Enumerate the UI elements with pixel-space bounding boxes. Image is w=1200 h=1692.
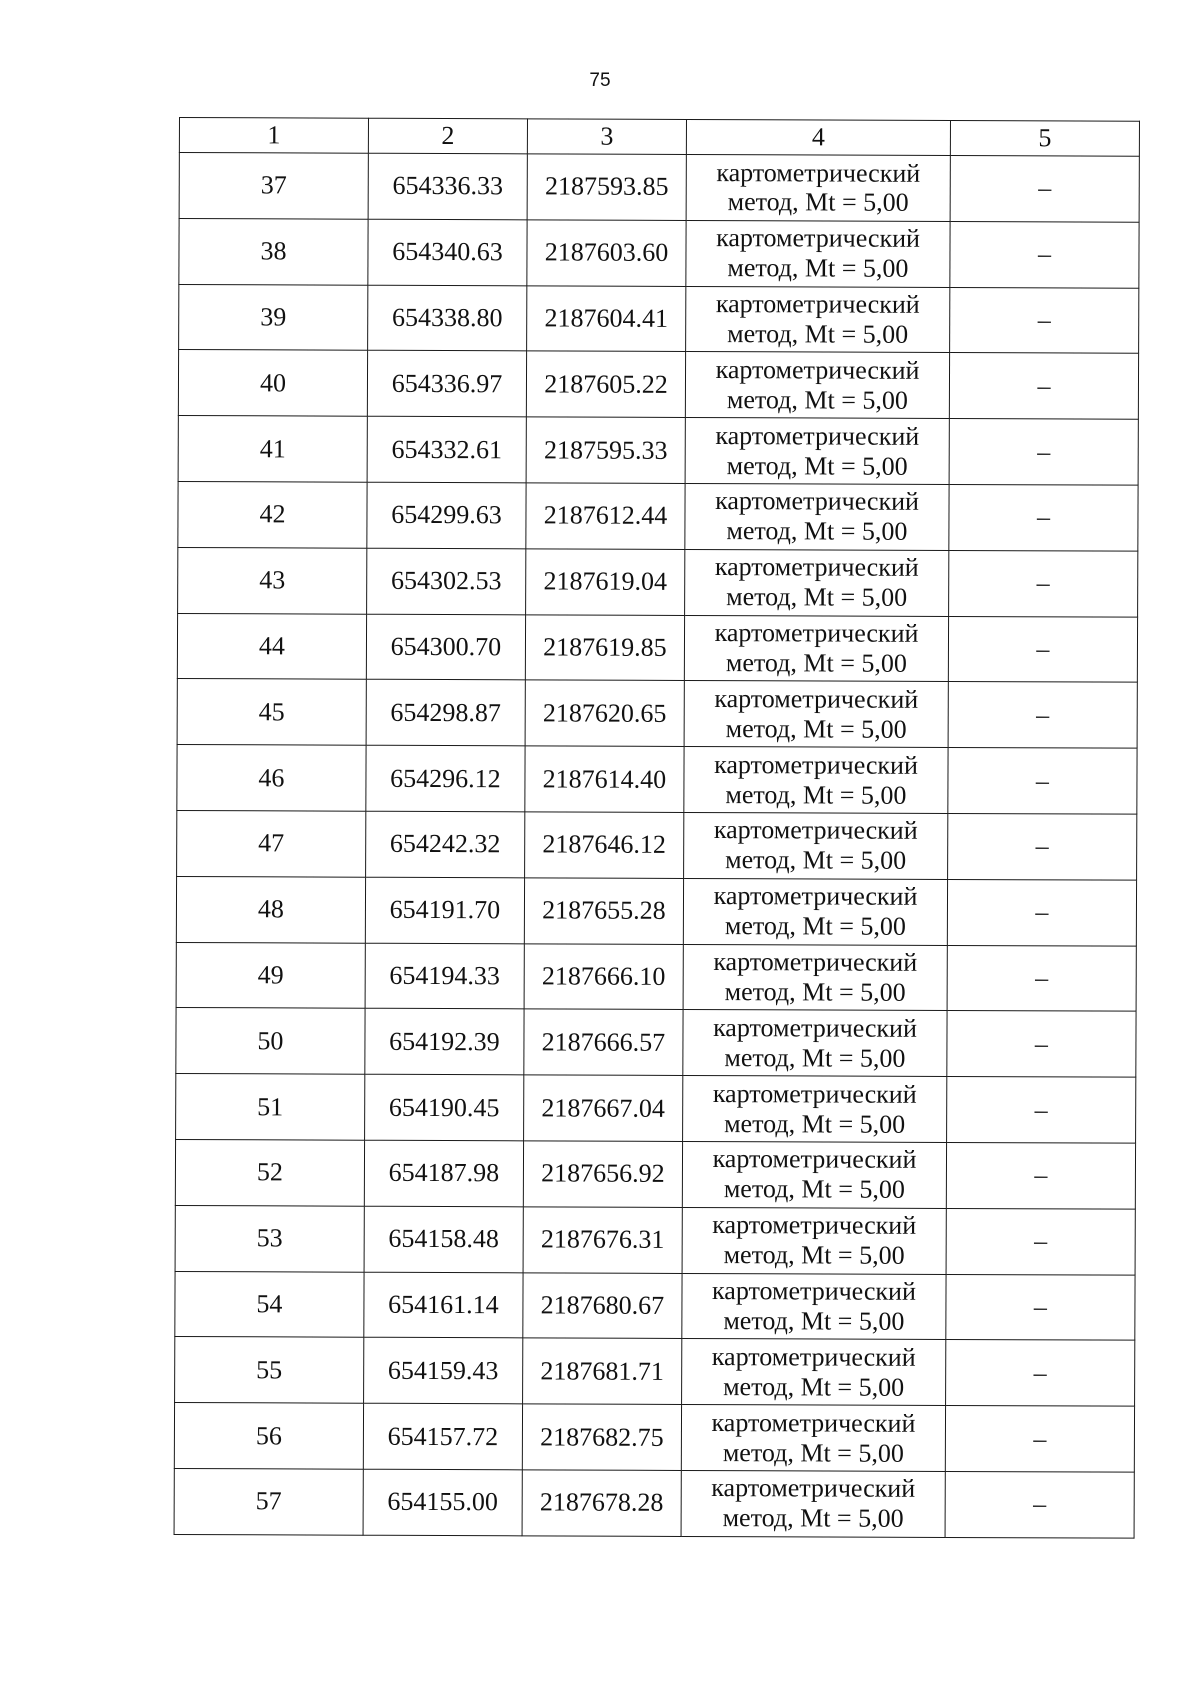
column-5-cell: – xyxy=(948,813,1137,880)
x-coordinate-cell: 654299.63 xyxy=(367,482,526,548)
point-number-cell: 55 xyxy=(175,1337,364,1404)
column-5-cell: – xyxy=(950,287,1139,354)
column-5-cell: – xyxy=(950,221,1139,288)
table-row xyxy=(178,350,1138,419)
method-line-2: метод, Mt = 5,00 xyxy=(724,911,906,941)
column-5-cell: – xyxy=(946,1208,1135,1275)
method-line-1: картометрический xyxy=(713,815,918,846)
method-line-1: картометрический xyxy=(714,552,919,583)
x-coordinate-cell: 654302.53 xyxy=(367,548,526,614)
method-line-1: картометрический xyxy=(712,1144,917,1175)
method-cell xyxy=(683,1076,947,1143)
method-line-1: картометрический xyxy=(711,1407,916,1438)
method-line-2: метод, Mt = 5,00 xyxy=(726,384,908,415)
point-number-cell: 38 xyxy=(179,218,368,285)
x-coordinate-cell: 654191.70 xyxy=(365,877,524,943)
method-line-2: метод, Mt = 5,00 xyxy=(726,582,908,612)
y-coordinate-cell: 2187666.10 xyxy=(524,943,683,1009)
x-coordinate-cell: 654194.33 xyxy=(365,943,524,1009)
point-number-cell: 50 xyxy=(176,1008,365,1075)
column-5-cell: – xyxy=(946,1274,1135,1341)
y-coordinate-cell: 2187666.57 xyxy=(524,1009,683,1075)
method-line-2: метод, Mt = 5,00 xyxy=(726,516,908,547)
table-row xyxy=(175,1205,1135,1274)
method-line-2: метод, Mt = 5,00 xyxy=(723,1371,905,1402)
y-coordinate-cell: 2187619.04 xyxy=(526,549,685,615)
method-line-2: метод, Mt = 5,00 xyxy=(724,1108,906,1139)
x-coordinate-cell: 654332.61 xyxy=(367,416,526,482)
point-number-cell: 41 xyxy=(178,416,367,483)
y-coordinate-cell: 2187603.60 xyxy=(527,220,686,286)
x-coordinate-cell: 654296.12 xyxy=(366,745,525,811)
x-coordinate-cell: 654187.98 xyxy=(364,1140,523,1206)
y-coordinate-cell: 2187605.22 xyxy=(526,351,685,417)
method-cell xyxy=(682,1339,946,1406)
method-cell xyxy=(681,1470,945,1537)
table-row xyxy=(176,1008,1136,1077)
column-5-cell: – xyxy=(947,1077,1136,1144)
method-line-1: картометрический xyxy=(713,881,918,912)
column-5-cell: – xyxy=(946,1340,1135,1407)
y-coordinate-cell: 2187619.85 xyxy=(525,614,684,680)
header-col-2: 2 xyxy=(368,118,527,154)
table-header xyxy=(179,118,1139,157)
column-5-cell: – xyxy=(947,945,1136,1012)
method-line-1: картометрический xyxy=(711,1473,916,1504)
x-coordinate-cell: 654338.80 xyxy=(368,285,527,351)
point-number-cell: 42 xyxy=(178,481,367,548)
x-coordinate-cell: 654298.87 xyxy=(366,680,525,746)
table-row xyxy=(178,481,1138,550)
point-number-cell: 57 xyxy=(174,1468,363,1535)
method-line-1: картометрический xyxy=(714,749,918,780)
y-coordinate-cell: 2187682.75 xyxy=(522,1404,681,1470)
x-coordinate-cell: 654155.00 xyxy=(363,1469,522,1535)
table-row xyxy=(176,1074,1136,1143)
y-coordinate-cell: 2187595.33 xyxy=(526,417,685,483)
column-5-cell: – xyxy=(945,1406,1134,1473)
table-row xyxy=(177,810,1137,879)
x-coordinate-cell: 654190.45 xyxy=(365,1074,524,1140)
method-line-2: метод, Mt = 5,00 xyxy=(723,1174,905,1205)
point-number-cell: 45 xyxy=(177,679,366,746)
table-row xyxy=(176,876,1136,945)
table-row xyxy=(175,1337,1135,1406)
x-coordinate-cell: 654192.39 xyxy=(365,1009,524,1075)
column-5-cell: – xyxy=(947,1011,1136,1078)
table-row xyxy=(174,1403,1134,1472)
point-number-cell: 48 xyxy=(176,876,365,943)
table-row xyxy=(179,284,1139,353)
table-row xyxy=(177,613,1137,682)
x-coordinate-cell: 654340.63 xyxy=(368,219,527,285)
point-number-cell: 40 xyxy=(178,350,367,417)
method-line-2: метод, Mt = 5,00 xyxy=(725,779,907,810)
x-coordinate-cell: 654158.48 xyxy=(364,1206,523,1272)
method-cell xyxy=(681,1405,945,1472)
method-line-2: метод, Mt = 5,00 xyxy=(727,187,909,218)
column-5-cell: – xyxy=(949,550,1138,617)
table-row xyxy=(178,547,1138,616)
table-row xyxy=(177,745,1137,814)
method-cell xyxy=(684,615,948,682)
method-cell xyxy=(684,681,948,748)
point-number-cell: 46 xyxy=(177,745,366,812)
y-coordinate-cell: 2187680.67 xyxy=(523,1272,682,1338)
method-cell xyxy=(685,549,949,616)
x-coordinate-cell: 654159.43 xyxy=(364,1338,523,1404)
header-row xyxy=(179,118,1139,157)
method-line-2: метод, Mt = 5,00 xyxy=(723,1240,905,1270)
column-5-cell: – xyxy=(949,419,1138,486)
point-number-cell: 54 xyxy=(175,1271,364,1338)
x-coordinate-cell: 654300.70 xyxy=(366,614,525,680)
coordinates-table xyxy=(174,117,1140,1538)
method-line-1: картометрический xyxy=(716,223,921,254)
method-line-1: картометрический xyxy=(712,1276,916,1306)
method-line-1: картометрический xyxy=(715,420,920,451)
method-cell xyxy=(686,286,950,353)
method-cell xyxy=(686,220,950,287)
method-cell xyxy=(685,483,949,550)
y-coordinate-cell: 2187656.92 xyxy=(523,1141,682,1207)
table-body xyxy=(174,153,1139,1538)
table-row xyxy=(176,942,1136,1011)
point-number-cell: 44 xyxy=(177,613,366,680)
column-5-cell: – xyxy=(950,155,1139,222)
y-coordinate-cell: 2187614.40 xyxy=(525,746,684,812)
method-line-1: картометрический xyxy=(716,157,921,188)
method-line-2: метод, Mt = 5,00 xyxy=(726,450,908,481)
y-coordinate-cell: 2187667.04 xyxy=(524,1075,683,1141)
method-cell xyxy=(684,747,948,814)
method-cell xyxy=(683,878,947,945)
method-cell xyxy=(684,812,948,879)
y-coordinate-cell: 2187676.31 xyxy=(523,1207,682,1273)
method-cell xyxy=(683,1010,947,1077)
header-col-4: 4 xyxy=(686,119,950,155)
method-line-1: картометрический xyxy=(713,1012,917,1043)
point-number-cell: 56 xyxy=(174,1403,363,1470)
y-coordinate-cell: 2187678.28 xyxy=(522,1470,681,1536)
method-line-2: метод, Mt = 5,00 xyxy=(727,319,909,349)
point-number-cell: 52 xyxy=(175,1139,364,1206)
y-coordinate-cell: 2187646.12 xyxy=(525,812,684,878)
method-line-1: картометрический xyxy=(715,354,920,385)
x-coordinate-cell: 654157.72 xyxy=(363,1403,522,1469)
x-coordinate-cell: 654242.32 xyxy=(366,811,525,877)
header-col-1: 1 xyxy=(179,118,368,154)
method-cell xyxy=(682,1141,946,1208)
y-coordinate-cell: 2187681.71 xyxy=(523,1338,682,1404)
y-coordinate-cell: 2187620.65 xyxy=(525,680,684,746)
table-row xyxy=(179,153,1139,222)
point-number-cell: 37 xyxy=(179,153,368,220)
method-line-1: картометрический xyxy=(712,1210,917,1241)
method-line-1: картометрический xyxy=(715,289,920,319)
y-coordinate-cell: 2187612.44 xyxy=(526,483,685,549)
header-col-5: 5 xyxy=(950,120,1139,156)
x-coordinate-cell: 654336.97 xyxy=(367,351,526,417)
method-line-2: метод, Mt = 5,00 xyxy=(725,845,907,876)
y-coordinate-cell: 2187655.28 xyxy=(524,878,683,944)
method-line-2: метод, Mt = 5,00 xyxy=(723,1306,905,1336)
x-coordinate-cell: 654161.14 xyxy=(364,1272,523,1338)
table-row xyxy=(178,416,1138,485)
column-5-cell: – xyxy=(945,1471,1134,1538)
method-line-1: картометрический xyxy=(711,1341,916,1372)
table-row xyxy=(179,218,1139,287)
column-5-cell: – xyxy=(948,682,1137,749)
method-cell xyxy=(685,418,949,485)
method-line-2: метод, Mt = 5,00 xyxy=(724,1042,906,1073)
header-col-3: 3 xyxy=(527,119,686,155)
column-5-cell: – xyxy=(948,616,1137,683)
method-line-2: метод, Mt = 5,00 xyxy=(725,648,907,678)
column-5-cell: – xyxy=(949,353,1138,420)
column-5-cell: – xyxy=(947,879,1136,946)
column-5-cell: – xyxy=(946,1142,1135,1209)
y-coordinate-cell: 2187604.41 xyxy=(527,285,686,351)
method-line-1: картометрический xyxy=(712,1078,917,1109)
method-cell xyxy=(683,944,947,1011)
point-number-cell: 43 xyxy=(178,547,367,614)
method-cell xyxy=(686,154,950,221)
method-cell xyxy=(682,1207,946,1274)
point-number-cell: 47 xyxy=(177,810,366,877)
x-coordinate-cell: 654336.33 xyxy=(368,153,527,219)
method-line-1: картометрический xyxy=(713,947,918,977)
point-number-cell: 51 xyxy=(176,1074,365,1141)
point-number-cell: 39 xyxy=(179,284,368,351)
column-5-cell: – xyxy=(949,484,1138,551)
method-line-2: метод, Mt = 5,00 xyxy=(724,977,906,1007)
y-coordinate-cell: 2187593.85 xyxy=(527,154,686,220)
point-number-cell: 49 xyxy=(176,942,365,1009)
table-row xyxy=(177,679,1137,748)
method-cell xyxy=(685,352,949,419)
point-number-cell: 53 xyxy=(175,1205,364,1272)
method-line-1: картометрический xyxy=(714,683,919,714)
method-line-2: метод, Mt = 5,00 xyxy=(725,713,907,744)
table-row xyxy=(174,1468,1134,1537)
method-line-2: метод, Mt = 5,00 xyxy=(727,253,909,283)
page-number: 75 xyxy=(589,70,611,91)
method-cell xyxy=(682,1273,946,1340)
method-line-2: метод, Mt = 5,00 xyxy=(722,1503,904,1534)
method-line-1: картометрический xyxy=(715,486,919,517)
column-5-cell: – xyxy=(948,748,1137,815)
table-row xyxy=(175,1139,1135,1208)
method-line-1: картометрический xyxy=(714,618,919,648)
method-line-2: метод, Mt = 5,00 xyxy=(722,1437,904,1468)
table-row xyxy=(175,1271,1135,1340)
